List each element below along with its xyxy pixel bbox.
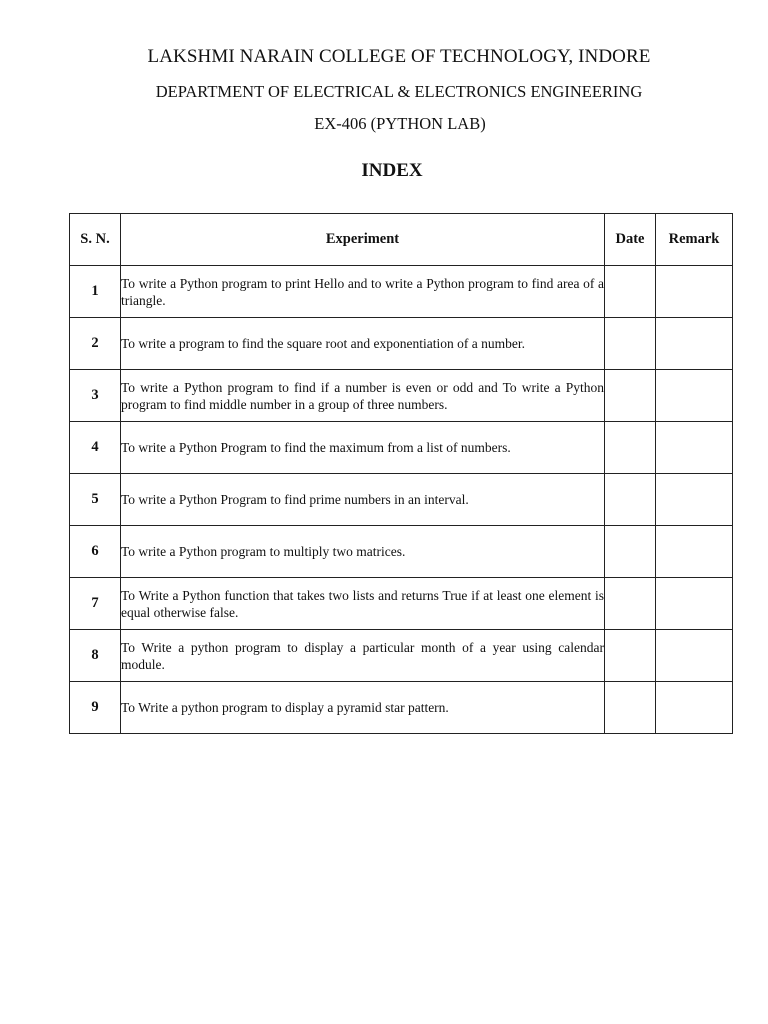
row-remark: [656, 630, 733, 682]
column-header-remark: Remark: [656, 214, 733, 266]
row-date: [605, 526, 656, 578]
table-row: [70, 318, 733, 370]
row-date: [605, 578, 656, 630]
table-row: [70, 422, 733, 474]
row-serial-number: 7: [70, 578, 121, 630]
row-experiment: To Write a Python function that takes two lists and returns True if at least one element is equal otherwise false.: [121, 578, 605, 630]
table-row: [70, 266, 733, 318]
row-date: [605, 630, 656, 682]
row-serial-number: 8: [70, 630, 121, 682]
row-remark: [656, 370, 733, 422]
column-header-experiment: Experiment: [121, 214, 605, 266]
table-row: [70, 578, 733, 630]
row-serial-number: 1: [70, 266, 121, 318]
table-row: [70, 474, 733, 526]
row-date: [605, 318, 656, 370]
row-experiment: To Write a python program to display a pyramid star pattern.: [121, 682, 605, 734]
row-experiment: To write a Python program to multiply two matrices.: [121, 526, 605, 578]
row-date: [605, 474, 656, 526]
row-experiment: To write a Python Program to find prime numbers in an interval.: [121, 474, 605, 526]
row-serial-number: 9: [70, 682, 121, 734]
table-header-row: [70, 214, 733, 266]
table-row: [70, 370, 733, 422]
row-date: [605, 422, 656, 474]
index-heading: INDEX: [361, 160, 423, 181]
row-experiment: To write a Python program to find if a number is even or odd and To write a Python program to find middle number in a group of three numbers.: [121, 370, 605, 422]
row-serial-number: 2: [70, 318, 121, 370]
row-remark: [656, 318, 733, 370]
department-name: DEPARTMENT OF ELECTRICAL & ELECTRONICS ENGINEERING: [155, 82, 643, 101]
row-experiment: To Write a python program to display a particular month of a year using calendar module.: [121, 630, 605, 682]
index-table: [69, 213, 733, 734]
row-serial-number: 4: [70, 422, 121, 474]
row-remark: [656, 526, 733, 578]
column-header-sn: S. N.: [70, 214, 121, 266]
row-remark: [656, 474, 733, 526]
row-date: [605, 370, 656, 422]
course-title: EX-406 (PYTHON LAB): [314, 114, 486, 133]
row-remark: [656, 422, 733, 474]
row-serial-number: 3: [70, 370, 121, 422]
column-header-date: Date: [605, 214, 656, 266]
row-date: [605, 682, 656, 734]
row-remark: [656, 682, 733, 734]
row-experiment: To write a program to find the square root and exponentiation of a number.: [121, 318, 605, 370]
row-experiment: To write a Python program to print Hello and to write a Python program to find area of a triangle.: [121, 266, 605, 318]
college-name: LAKSHMI NARAIN COLLEGE OF TECHNOLOGY, INDORE: [147, 46, 651, 67]
row-serial-number: 5: [70, 474, 121, 526]
row-remark: [656, 578, 733, 630]
table-row: [70, 526, 733, 578]
table-row: [70, 630, 733, 682]
row-serial-number: 6: [70, 526, 121, 578]
row-experiment: To write a Python Program to find the maximum from a list of numbers.: [121, 422, 605, 474]
table-row: [70, 682, 733, 734]
row-date: [605, 266, 656, 318]
row-remark: [656, 266, 733, 318]
